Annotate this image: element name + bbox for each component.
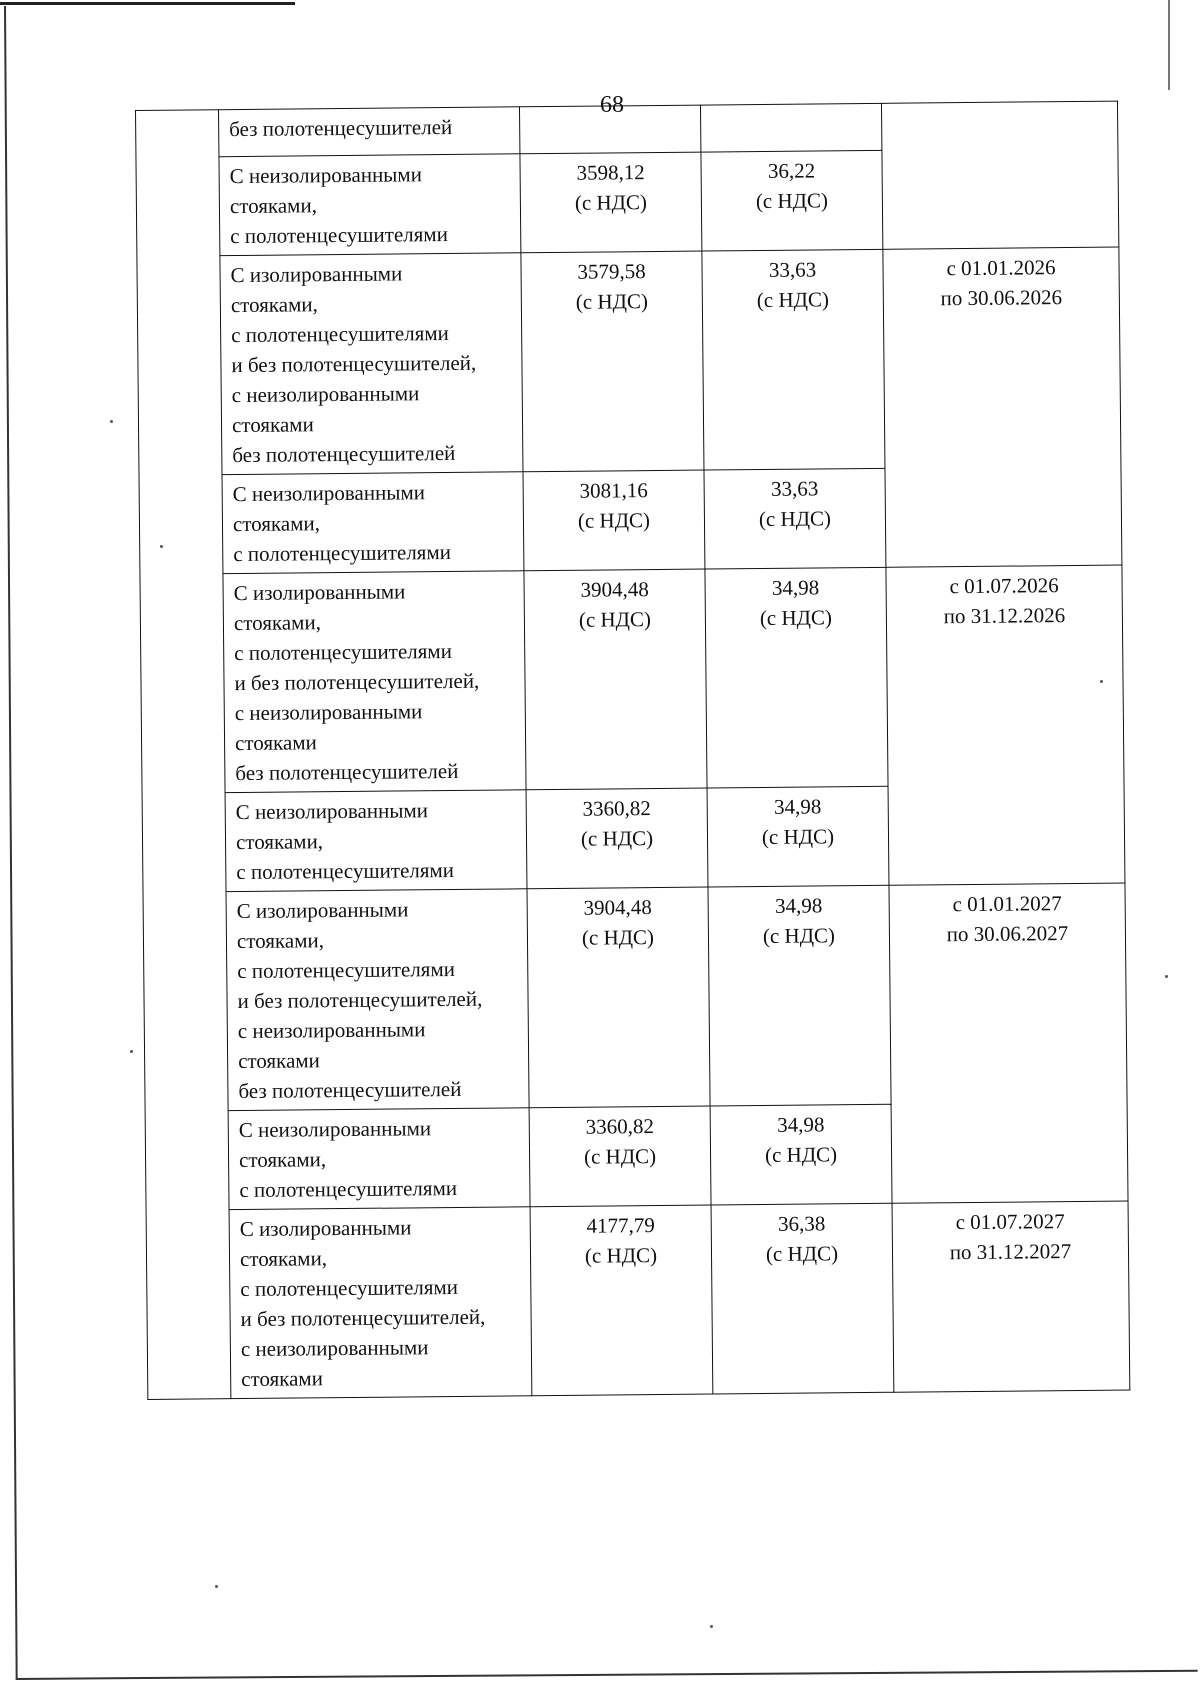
description-line: с полотенцесушителями: [240, 1274, 459, 1302]
scan-speck: [1165, 975, 1168, 978]
description-line: без полотенцесушителей: [235, 758, 459, 786]
blank-column: [136, 110, 231, 1400]
row-description: [219, 154, 521, 256]
fee-vat-note: (с НДС): [758, 506, 832, 532]
scan-edge: [1168, 0, 1170, 90]
description-line: и без полотенцесушителей,: [234, 668, 480, 696]
row-description: [220, 253, 523, 475]
description-line: с полотенцесушителями: [239, 1175, 458, 1203]
period-start: [892, 106, 1107, 108]
price-vat-note: (с НДС): [581, 925, 655, 950]
row-price: [526, 788, 708, 889]
row-description: [223, 571, 526, 793]
row-fee: [704, 468, 886, 569]
price-value: 3904,48: [580, 577, 649, 602]
tariff-table-wrap: [135, 101, 1130, 1400]
period-cell: [886, 565, 1125, 885]
period-end: по 31.12.2027: [949, 1239, 1072, 1265]
description-line: с неизолированными: [237, 1017, 426, 1044]
period-start: с 01.01.2027: [952, 891, 1062, 917]
description-line: С неизолированными: [238, 1116, 432, 1143]
description-line: без полотенцесушителей: [232, 440, 456, 468]
description-line: С неизолированными: [229, 162, 422, 189]
table-row: [143, 883, 1127, 1111]
row-price: [521, 251, 704, 472]
price-vat-note: (с НДС): [578, 607, 652, 632]
price-vat-note: (с НДС): [584, 1243, 658, 1268]
row-fee: [700, 103, 881, 152]
row-price: [530, 1205, 713, 1396]
row-description: [219, 107, 520, 157]
description-line: стояками: [231, 412, 314, 438]
period-end: по 30.06.2027: [946, 921, 1069, 947]
description-line: стояками,: [232, 511, 321, 537]
price-value: 3904,48: [583, 895, 652, 920]
price-vat-note: (с НДС): [574, 190, 648, 215]
scan-speck: [1100, 680, 1103, 683]
description-line: без полотенцесушителей: [229, 114, 453, 142]
scan-speck: [215, 1585, 218, 1588]
row-price: [529, 1106, 711, 1207]
row-fee: [701, 150, 883, 251]
period-cell: [883, 247, 1122, 567]
description-line: с неизолированными: [234, 699, 423, 726]
price-vat-note: (с НДС): [577, 508, 651, 533]
row-description: [226, 889, 529, 1111]
scan-speck: [130, 1050, 133, 1053]
description-line: с неизолированными: [231, 381, 420, 408]
fee-vat-note: (с НДС): [764, 1142, 838, 1167]
fee-value: 34,98: [774, 893, 823, 918]
price-vat-note: (с НДС): [583, 1144, 657, 1169]
description-line: с полотенцесушителями: [237, 956, 456, 984]
price-vat-note: (с НДС): [575, 289, 649, 314]
row-price: [523, 470, 705, 571]
description-line: стояками: [238, 1048, 320, 1074]
price-value: 3579,58: [577, 259, 646, 284]
description-line: и без полотенцесушителей,: [237, 986, 483, 1014]
description-line: и без полотенцесушителей,: [231, 350, 477, 378]
description-line: С изолированными: [236, 897, 409, 924]
price-value: 4177,79: [586, 1213, 655, 1238]
fee-value: [711, 108, 871, 110]
table-row: [136, 101, 1118, 157]
fee-value: 36,22: [767, 158, 816, 183]
fee-value: 36,38: [777, 1211, 826, 1236]
description-line: стояками,: [238, 1147, 327, 1173]
description-line: стояками,: [235, 829, 324, 855]
scan-speck: [110, 420, 113, 423]
price-value: 3598,12: [576, 160, 645, 185]
table-row: [137, 247, 1121, 475]
description-line: с полотенцесушителями: [231, 320, 449, 348]
price-vat-note: (с НДС): [580, 826, 654, 851]
scan-speck: [710, 1625, 713, 1628]
description-line: стояками,: [239, 1246, 328, 1272]
description-line: С неизолированными: [232, 480, 426, 507]
description-line: С изолированными: [239, 1215, 412, 1242]
row-fee: [708, 885, 891, 1106]
description-line: без полотенцесушителей: [238, 1076, 462, 1104]
row-price: [520, 152, 702, 253]
description-line: стояками,: [229, 193, 318, 219]
fee-value: 34,98: [777, 1112, 825, 1137]
fee-vat-note: (с НДС): [755, 188, 829, 214]
row-description: [229, 1207, 532, 1399]
description-line: стояками: [241, 1366, 324, 1392]
price-value: 3081,16: [579, 478, 648, 503]
period-end: по 30.06.2026: [940, 285, 1063, 311]
description-line: стояками: [234, 730, 317, 756]
top-rule: [0, 2, 295, 5]
price-value: 3360,82: [582, 796, 651, 821]
fee-vat-note: (с НДС): [756, 287, 829, 313]
row-fee: [705, 567, 888, 788]
price-value: 3360,82: [585, 1114, 655, 1139]
description-line: С неизолированными: [235, 798, 429, 825]
period-start: с 01.07.2027: [955, 1209, 1065, 1235]
period-cell: [892, 1201, 1130, 1392]
scan-speck: [160, 545, 163, 548]
table-row: [140, 565, 1124, 793]
fee-value: 33,63: [770, 476, 819, 501]
description-line: и без полотенцесушителей,: [240, 1304, 486, 1332]
row-price: [519, 105, 700, 154]
row-description: [225, 790, 527, 892]
period-cell: [881, 101, 1118, 249]
description-line: С изолированными: [230, 261, 403, 288]
description-line: с полотенцесушителями: [233, 539, 452, 567]
description-line: с полотенцесушителями: [236, 857, 455, 885]
row-description: [228, 1108, 530, 1210]
description-line: с полотенцесушителями: [230, 222, 448, 249]
row-fee: [702, 249, 885, 470]
row-price: [527, 887, 710, 1108]
fee-vat-note: (с НДС): [761, 824, 835, 850]
description-line: стояками,: [230, 292, 318, 318]
fee-vat-note: (с НДС): [759, 605, 833, 631]
row-description: [222, 472, 524, 574]
period-end: по 31.12.2026: [943, 603, 1066, 629]
period-cell: [889, 883, 1128, 1203]
row-price: [524, 569, 707, 790]
fee-value: 34,98: [771, 575, 820, 600]
description-line: с полотенцесушителями: [234, 638, 452, 666]
period-start: с 01.01.2026: [946, 255, 1056, 281]
price-value: [530, 110, 690, 112]
period-start: с 01.07.2026: [949, 573, 1059, 599]
page-number: 68: [600, 92, 624, 118]
row-fee: [707, 786, 889, 887]
fee-vat-note: (с НДС): [762, 923, 836, 949]
description-line: стояками,: [233, 610, 322, 636]
row-fee: [711, 1203, 894, 1394]
fee-value: 34,98: [773, 794, 822, 819]
fee-vat-note: (с НДС): [765, 1241, 839, 1266]
description-line: С изолированными: [233, 579, 406, 606]
tariff-table: [135, 101, 1130, 1400]
table-row: [146, 1201, 1130, 1399]
row-fee: [710, 1104, 892, 1205]
fee-value: 33,63: [768, 257, 817, 282]
description-line: с неизолированными: [240, 1335, 429, 1362]
description-line: стояками,: [236, 928, 325, 954]
period-end: [892, 106, 1107, 108]
